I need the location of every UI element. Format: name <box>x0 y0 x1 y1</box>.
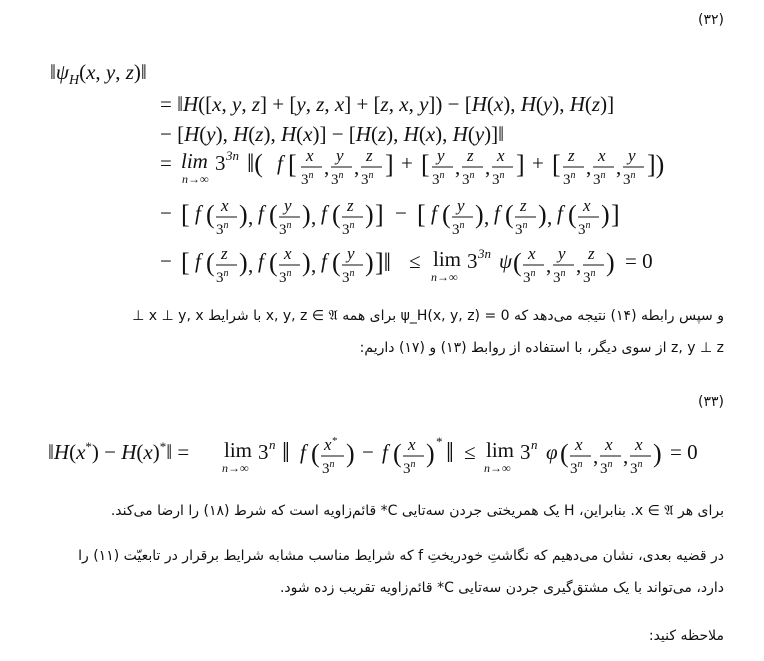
svg-text:f: f <box>382 440 388 464</box>
svg-text:3n: 3$^n$ <box>279 220 292 238</box>
svg-text:−: − <box>395 201 407 225</box>
svg-text:x: x <box>528 244 536 263</box>
equation-number-33: (۳۳) <box>698 394 724 410</box>
svg-text:[: [ <box>181 248 190 277</box>
svg-text:[: [ <box>417 200 426 229</box>
svg-text:(: ( <box>513 248 522 277</box>
svg-text:‖H(x*) − H(x)*‖ =: ‖H(x*) − H(x)*‖ = <box>48 439 190 464</box>
svg-text:(: ( <box>269 248 278 277</box>
svg-text:): ) <box>239 248 248 277</box>
svg-text:3n: 3$^n$ <box>361 170 374 188</box>
svg-text:3n: 3n <box>478 246 491 261</box>
svg-text:,: , <box>354 155 360 179</box>
svg-text:y: y <box>437 146 445 165</box>
svg-text:x: x <box>605 435 613 454</box>
svg-text:3: 3 <box>215 151 226 175</box>
svg-text:n→∞: n→∞ <box>182 172 209 186</box>
svg-text:,: , <box>576 253 582 277</box>
eq32-line-1: $‖\psi_H(x$, y, z)‖ <box>50 60 147 89</box>
svg-text:x: x <box>284 244 292 263</box>
svg-text:3n: 3$^n$ <box>515 220 528 238</box>
note-heading: ملاحظه کنید: <box>648 628 724 644</box>
eq32-line-3: − [H(y), H(z), H(x)] − [H(z), H(x), H(y)]‖ <box>160 122 505 146</box>
svg-text:(: ( <box>311 439 320 468</box>
svg-text:≤: ≤ <box>464 440 476 464</box>
svg-text:3n: 3$^n$ <box>301 170 314 188</box>
svg-text:= 0: = 0 <box>625 249 653 273</box>
eq32-line-2: = ‖H([x, y, z] + [y, z, x] + [z, x, y]) − [H(x), H(y), H(z)] <box>160 92 615 116</box>
svg-text:]: ] <box>375 200 384 229</box>
paragraph-3-line-2: دارد، می‌تواند با یک مشتق‌گیری جردن سه‌تایی C* قائم‌زاویه تقریب زده شود. <box>279 580 724 596</box>
svg-text:3: 3 <box>467 249 478 273</box>
svg-text:3n: 3n <box>226 148 239 163</box>
equation-number-32: (۳۲) <box>698 12 724 28</box>
svg-text:=: = <box>160 151 172 175</box>
svg-text:*: * <box>436 434 443 449</box>
svg-text:‖(: ‖( <box>247 149 263 178</box>
svg-text:,: , <box>248 253 254 277</box>
svg-text:≤: ≤ <box>409 249 421 273</box>
svg-text:(: ( <box>568 200 577 229</box>
svg-text:): ) <box>239 200 248 229</box>
eq32-line-4 <box>155 146 715 194</box>
svg-text:x: x <box>221 196 229 215</box>
svg-text:x: x <box>497 146 505 165</box>
svg-text:x*: x* <box>324 435 338 454</box>
svg-text:3n: 3$^n$ <box>623 170 636 188</box>
svg-text:x: x <box>635 435 643 454</box>
svg-text:x: x <box>408 435 416 454</box>
svg-text:lim: lim <box>486 438 515 462</box>
svg-text:3n: 3$^n$ <box>523 268 536 286</box>
svg-text:3n: 3$^n$ <box>216 220 229 238</box>
svg-text:(: ( <box>269 200 278 229</box>
svg-text:z: z <box>467 146 474 165</box>
svg-text:): ) <box>365 248 374 277</box>
svg-text:,: , <box>623 444 629 468</box>
eq33-line-1 <box>48 434 728 484</box>
eq32-line-6 <box>155 244 725 292</box>
svg-text:,: , <box>324 155 330 179</box>
svg-text:3n: 3$^n$ <box>630 459 643 477</box>
svg-text:(: ( <box>560 439 569 468</box>
svg-text:[: [ <box>288 150 297 179</box>
svg-text:): ) <box>426 439 435 468</box>
svg-text:3n: 3$^n$ <box>563 170 576 188</box>
svg-text:[: [ <box>421 150 430 179</box>
svg-text:3n: 3$^n$ <box>553 268 566 286</box>
svg-text:n→∞: n→∞ <box>222 461 249 475</box>
svg-text:): ) <box>475 200 484 229</box>
svg-text:(: ( <box>505 200 514 229</box>
svg-text:3n: 3$^n$ <box>593 170 606 188</box>
svg-text:3n: 3$^n$ <box>331 170 344 188</box>
svg-text:f: f <box>258 249 264 273</box>
svg-text:3n: 3$^n$ <box>432 170 445 188</box>
svg-text:x: x <box>598 146 606 165</box>
svg-text:(: ( <box>442 200 451 229</box>
svg-text:3n: 3$^n$ <box>342 268 355 286</box>
svg-text:x: x <box>583 196 591 215</box>
svg-text:(: ( <box>332 200 341 229</box>
svg-text:z: z <box>568 146 575 165</box>
svg-text:f: f <box>277 151 283 175</box>
svg-text:y: y <box>347 244 355 263</box>
svg-text:,: , <box>547 205 553 229</box>
svg-text:f: f <box>321 249 327 273</box>
svg-text:,: , <box>546 253 552 277</box>
svg-text:f: f <box>431 201 437 225</box>
paragraph-1-line-1: و سپس رابطه (۱۴) نتیجه می‌دهد که ψ_H(x, y, z) = 0 برای همه x, y, z ∈ 𝔄 با شرایط x ⊥ y, x ⊥ <box>132 308 724 324</box>
svg-text:): ) <box>601 200 610 229</box>
svg-text:f: f <box>494 201 500 225</box>
svg-text:z: z <box>366 146 373 165</box>
svg-text:y: y <box>457 196 465 215</box>
svg-text:lim: lim <box>181 149 208 173</box>
svg-text:‖: ‖ <box>282 438 290 469</box>
svg-text:,: , <box>455 155 461 179</box>
svg-text:‖: ‖ <box>446 438 454 469</box>
svg-text:x: x <box>575 435 583 454</box>
svg-text:]: ] <box>611 200 620 229</box>
svg-text:3n: 3$^n$ <box>342 220 355 238</box>
svg-text:z: z <box>347 196 354 215</box>
svg-text:): ) <box>538 200 547 229</box>
svg-text:): ) <box>302 248 311 277</box>
svg-text:3n: 3$^n$ <box>492 170 505 188</box>
svg-text:,: , <box>485 155 491 179</box>
svg-text:n: n <box>269 437 276 452</box>
svg-text:,: , <box>586 155 592 179</box>
svg-text:f: f <box>557 201 563 225</box>
svg-text:z: z <box>520 196 527 215</box>
svg-text:n: n <box>531 437 538 452</box>
svg-text:,: , <box>616 155 622 179</box>
svg-text:3n: 3$^n$ <box>578 220 591 238</box>
svg-text:]): ]) <box>647 150 665 179</box>
svg-text:f: f <box>321 201 327 225</box>
svg-text:−: − <box>160 249 172 273</box>
svg-text:3n: 3$^n$ <box>403 459 416 477</box>
svg-text:y: y <box>284 196 292 215</box>
svg-text:[: [ <box>181 200 190 229</box>
svg-text:= 0: = 0 <box>670 440 698 464</box>
paragraph-3-line-1: در قضیه بعدی، نشان می‌دهیم که نگاشتِ خودریختِ f که شرایط مناسب مشابه شرایط برقرار در تابعیّت (۱۱) را <box>78 548 724 564</box>
svg-text:3n: 3$^n$ <box>279 268 292 286</box>
svg-text:f: f <box>258 201 264 225</box>
svg-text:): ) <box>302 200 311 229</box>
svg-text:3n: 3$^n$ <box>322 459 335 477</box>
svg-text:]‖: ]‖ <box>375 248 391 277</box>
svg-text:,: , <box>248 205 254 229</box>
svg-text:3n: 3$^n$ <box>462 170 475 188</box>
svg-text:): ) <box>606 248 615 277</box>
svg-text:,: , <box>311 205 317 229</box>
svg-text:[: [ <box>552 150 561 179</box>
svg-text:y: y <box>558 244 566 263</box>
svg-text:]: ] <box>516 150 525 179</box>
svg-text:): ) <box>346 439 355 468</box>
svg-text:,: , <box>484 205 490 229</box>
svg-text:y: y <box>628 146 636 165</box>
svg-text:(: ( <box>393 439 402 468</box>
svg-text:f: f <box>195 201 201 225</box>
svg-text:−: − <box>160 201 172 225</box>
svg-text:3n: 3$^n$ <box>600 459 613 477</box>
eq32-line-5 <box>155 196 715 242</box>
svg-text:φ: φ <box>546 440 558 464</box>
svg-text:+: + <box>532 151 544 175</box>
svg-text:f: f <box>300 440 306 464</box>
svg-text:(: ( <box>332 248 341 277</box>
svg-text:z: z <box>221 244 228 263</box>
svg-text:f: f <box>195 249 201 273</box>
paragraph-2: برای هر x ∈ 𝔄. بنابراین، H یک همریختی جردن سه‌تایی C* قائم‌زاویه است که شرط (۱۸) را ارضا می‌کند. <box>110 503 724 519</box>
svg-text:,: , <box>593 444 599 468</box>
svg-text:n→∞: n→∞ <box>431 270 458 284</box>
paragraph-1-line-2: z, y ⊥ z از سوی دیگر، با استفاده از روابط (۱۳) و (۱۷) داریم: <box>359 340 724 356</box>
svg-text:lim: lim <box>224 438 253 462</box>
svg-text:,: , <box>311 253 317 277</box>
svg-text:3: 3 <box>258 440 269 464</box>
svg-text:): ) <box>365 200 374 229</box>
svg-text:lim: lim <box>433 247 462 271</box>
svg-text:ψ: ψ <box>499 249 513 273</box>
svg-text:3n: 3$^n$ <box>583 268 596 286</box>
svg-text:): ) <box>653 439 662 468</box>
svg-text:(: ( <box>206 200 215 229</box>
svg-text:y: y <box>336 146 344 165</box>
svg-text:3n: 3$^n$ <box>570 459 583 477</box>
svg-text:3n: 3$^n$ <box>452 220 465 238</box>
svg-text:(: ( <box>206 248 215 277</box>
svg-text:3n: 3$^n$ <box>216 268 229 286</box>
svg-text:+: + <box>401 151 413 175</box>
svg-text:]: ] <box>385 150 394 179</box>
svg-text:n→∞: n→∞ <box>484 461 511 475</box>
svg-text:3: 3 <box>520 440 531 464</box>
svg-text:−: − <box>362 440 374 464</box>
svg-text:z: z <box>588 244 595 263</box>
svg-text:x: x <box>306 146 314 165</box>
